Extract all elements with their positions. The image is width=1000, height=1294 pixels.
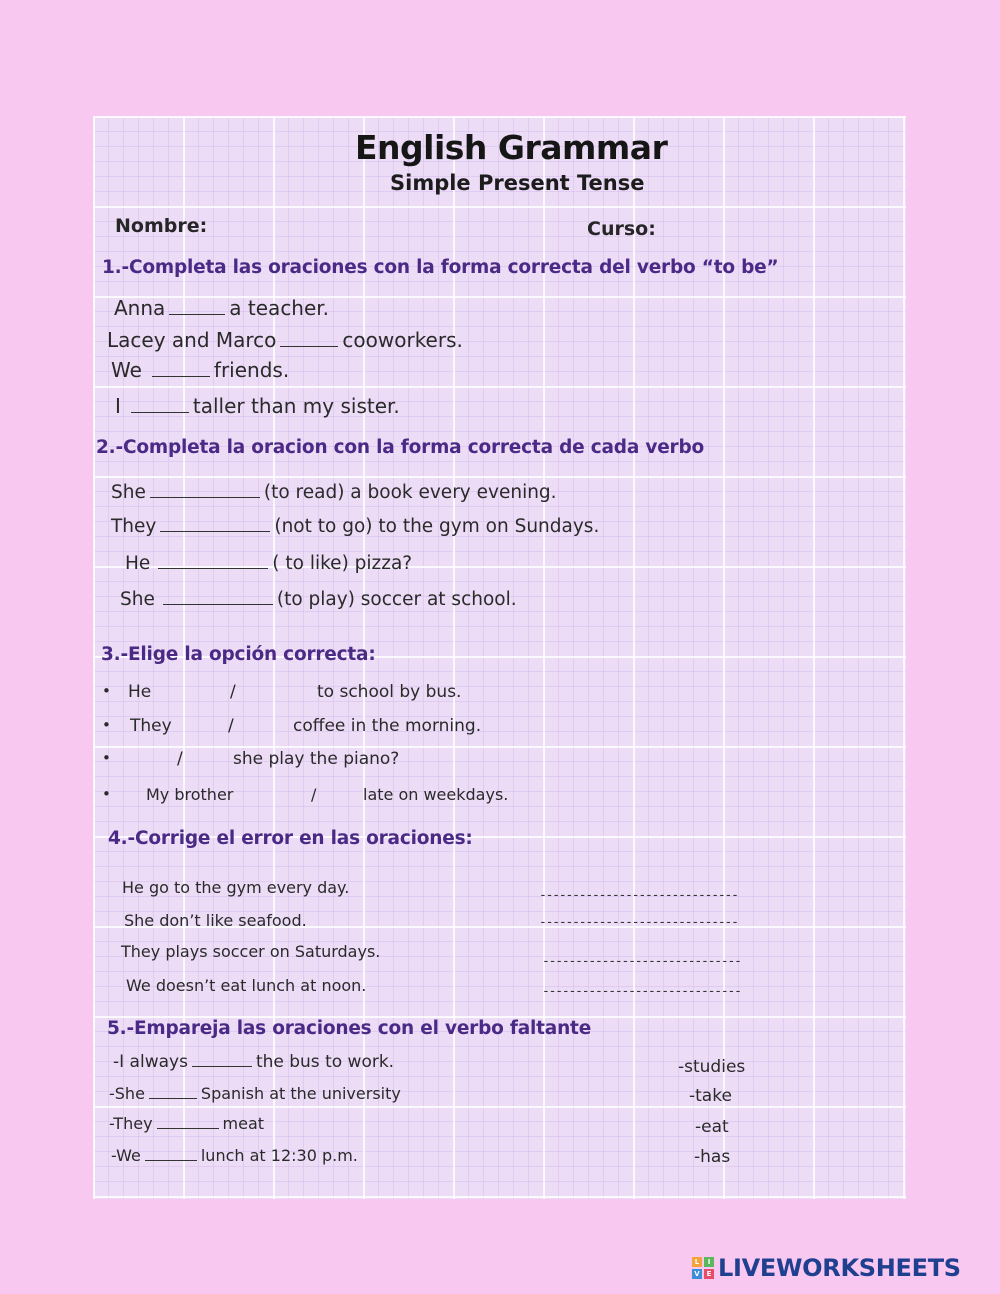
option-slash[interactable]: / bbox=[230, 682, 236, 702]
bullet: • bbox=[102, 716, 111, 734]
option-slash[interactable]: / bbox=[311, 785, 317, 804]
page-subtitle: Simple Present Tense bbox=[390, 171, 645, 195]
sentence-start: They bbox=[111, 516, 157, 537]
sentence-end: ( to like) pizza? bbox=[272, 553, 413, 574]
name-label: Nombre: bbox=[115, 215, 208, 237]
page-title: English Grammar bbox=[355, 128, 668, 167]
section-4-heading: 4.-Corrige el error en las oraciones: bbox=[108, 828, 473, 849]
sentence-end: meat bbox=[222, 1114, 265, 1133]
liveworksheets-logo[interactable] bbox=[692, 1253, 961, 1283]
answer-blank[interactable] bbox=[157, 1114, 219, 1129]
s2-sentence-1 bbox=[111, 482, 557, 503]
bullet: • bbox=[102, 682, 111, 700]
brand-name: LIVEWORKSHEETS bbox=[718, 1254, 961, 1282]
sentence-start: We bbox=[111, 358, 142, 382]
s5-sentence-2 bbox=[109, 1084, 401, 1103]
answer-blank[interactable] bbox=[280, 332, 338, 347]
s5-sentence-1 bbox=[113, 1052, 394, 1072]
sentence-start: She bbox=[120, 589, 155, 610]
answer-blank[interactable] bbox=[145, 1146, 197, 1161]
s4-sentence-3: They plays soccer on Saturdays. bbox=[121, 942, 381, 961]
section-5-heading: 5.-Empareja las oraciones con el verbo faltante bbox=[107, 1018, 592, 1039]
sentence-start: -She bbox=[109, 1084, 145, 1103]
option-subject: They bbox=[130, 716, 172, 736]
sentence-end: taller than my sister. bbox=[192, 394, 400, 418]
course-label: Curso: bbox=[587, 218, 656, 240]
sentence-start: -I always bbox=[113, 1052, 188, 1072]
s4-sentence-4: We doesn’t eat lunch at noon. bbox=[126, 976, 367, 995]
logo-letter: V bbox=[692, 1269, 702, 1279]
verb-option-3[interactable]: -eat bbox=[695, 1117, 729, 1137]
verb-option-2[interactable]: -take bbox=[689, 1086, 732, 1106]
sentence-start: -They bbox=[109, 1114, 153, 1133]
logo-letter: I bbox=[704, 1257, 714, 1267]
sentence-end: (not to go) to the gym on Sundays. bbox=[274, 516, 600, 537]
option-subject: He bbox=[128, 682, 152, 702]
s5-sentence-4 bbox=[111, 1146, 358, 1165]
option-rest: she play the piano? bbox=[233, 749, 400, 769]
s1-sentence-2 bbox=[107, 328, 463, 352]
logo-letter: L bbox=[692, 1257, 702, 1267]
answer-blank[interactable] bbox=[131, 398, 189, 413]
answer-line[interactable]: ------------------------------ bbox=[542, 984, 741, 999]
s4-sentence-1: He go to the gym every day. bbox=[122, 878, 350, 897]
answer-blank[interactable] bbox=[160, 517, 270, 532]
answer-line[interactable]: ------------------------------ bbox=[542, 954, 741, 969]
answer-blank[interactable] bbox=[149, 1084, 197, 1099]
s1-sentence-3 bbox=[111, 358, 289, 382]
sentence-end: the bus to work. bbox=[255, 1052, 395, 1072]
answer-blank[interactable] bbox=[150, 483, 260, 498]
option-rest: to school by bus. bbox=[317, 682, 462, 702]
answer-blank[interactable] bbox=[158, 554, 268, 569]
sentence-end: Spanish at the university bbox=[200, 1084, 401, 1103]
sentence-start: -We bbox=[111, 1146, 141, 1165]
sentence-end: a teacher. bbox=[229, 296, 330, 320]
bullet: • bbox=[102, 785, 111, 803]
sentence-end: (to play) soccer at school. bbox=[276, 589, 517, 610]
bullet: • bbox=[102, 749, 111, 767]
s4-sentence-2: She don’t like seafood. bbox=[124, 911, 307, 930]
answer-blank[interactable] bbox=[169, 300, 225, 315]
option-subject: My brother bbox=[146, 785, 234, 804]
sentence-start: He bbox=[125, 553, 151, 574]
section-1-heading: 1.-Completa las oraciones con la forma correcta del verbo “to be” bbox=[102, 257, 779, 278]
s5-sentence-3 bbox=[109, 1114, 264, 1133]
sentence-end: (to read) a book every evening. bbox=[263, 482, 557, 503]
s1-sentence-4 bbox=[115, 394, 400, 418]
option-slash[interactable]: / bbox=[177, 749, 183, 769]
logo-mark-icon bbox=[692, 1257, 714, 1279]
verb-option-1[interactable]: -studies bbox=[678, 1057, 746, 1077]
sentence-end: cooworkers. bbox=[342, 328, 463, 352]
answer-blank[interactable] bbox=[152, 362, 210, 377]
s2-sentence-4 bbox=[120, 589, 517, 610]
sentence-start: She bbox=[111, 482, 146, 503]
s2-sentence-2 bbox=[111, 516, 599, 537]
verb-option-4[interactable]: -has bbox=[694, 1147, 731, 1167]
sentence-end: lunch at 12:30 p.m. bbox=[200, 1146, 358, 1165]
s2-sentence-3 bbox=[125, 553, 412, 574]
option-rest: coffee in the morning. bbox=[293, 716, 482, 736]
sentence-start: I bbox=[115, 394, 121, 418]
sentence-start: Lacey and Marco bbox=[107, 328, 277, 352]
sentence-start: Anna bbox=[114, 296, 166, 320]
worksheet-page bbox=[93, 116, 906, 1199]
answer-line[interactable]: ------------------------------ bbox=[539, 888, 738, 903]
s1-sentence-1 bbox=[114, 296, 329, 320]
answer-line[interactable]: ------------------------------ bbox=[539, 915, 738, 930]
answer-blank[interactable] bbox=[192, 1052, 252, 1067]
option-rest: late on weekdays. bbox=[363, 785, 509, 804]
sentence-end: friends. bbox=[213, 358, 290, 382]
section-2-heading: 2.-Completa la oracion con la forma correcta de cada verbo bbox=[96, 437, 705, 458]
logo-letter: E bbox=[704, 1269, 714, 1279]
option-slash[interactable]: / bbox=[228, 716, 234, 736]
answer-blank[interactable] bbox=[163, 590, 273, 605]
section-3-heading: 3.-Elige la opción correcta: bbox=[101, 644, 376, 665]
